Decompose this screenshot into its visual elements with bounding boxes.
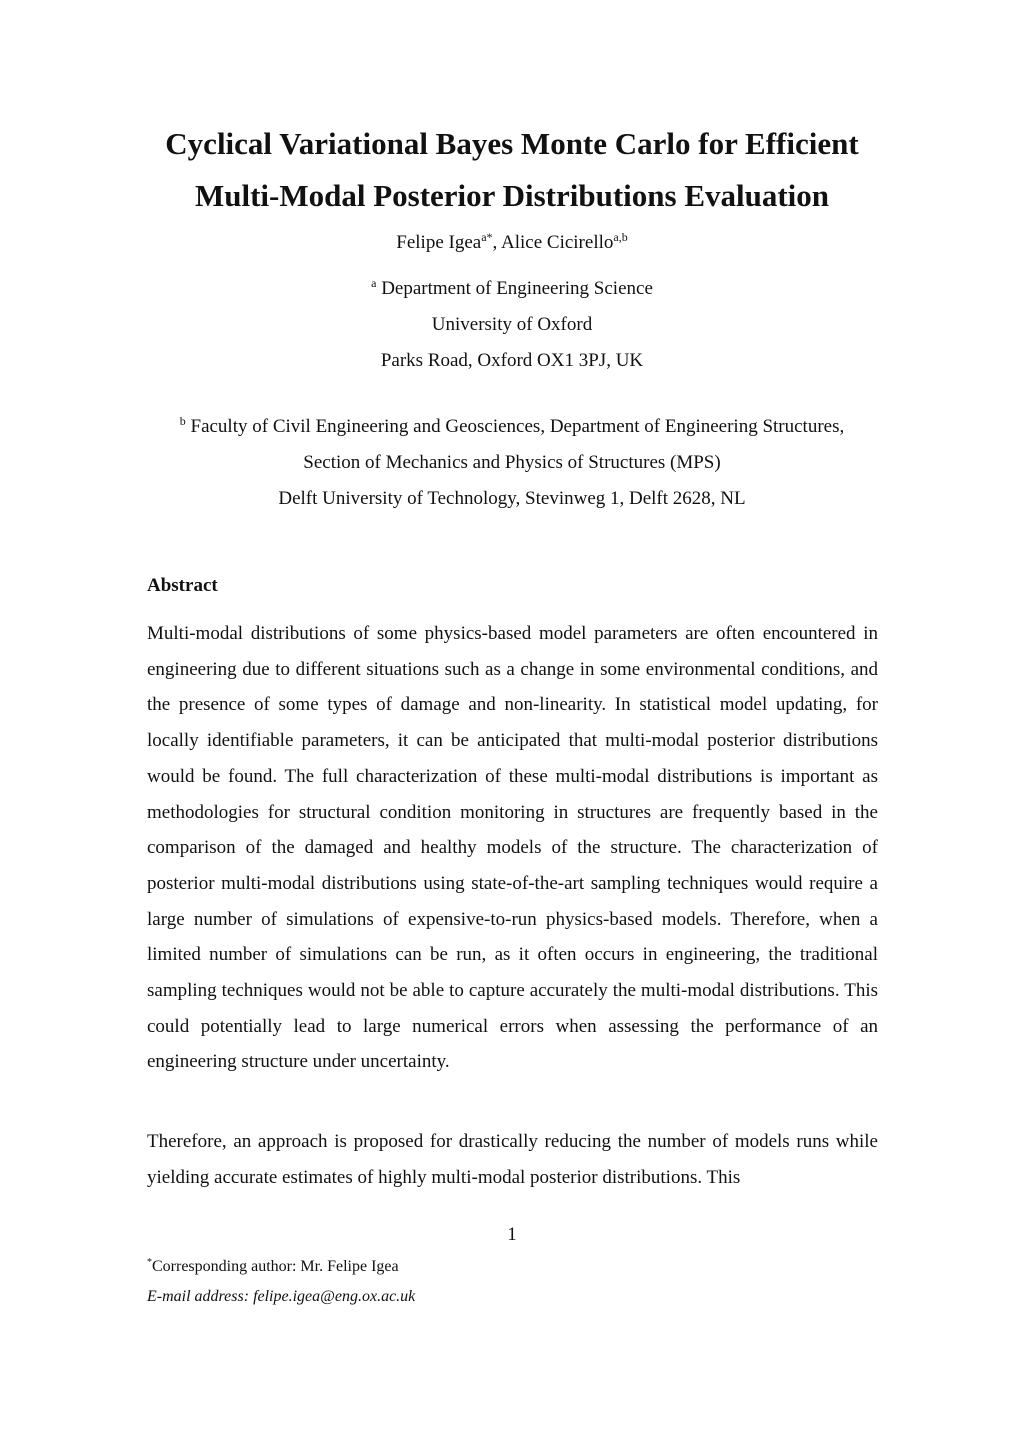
affiliation-a-department: Department of Engineering Science: [376, 278, 653, 299]
title-line-2: Multi-Modal Posterior Distributions Evaluation: [194, 178, 830, 213]
author-list: [0, 230, 1024, 256]
paper-title: [120, 118, 904, 222]
footnote-corresponding-text: Corresponding author: Mr. Felipe Igea: [152, 1258, 399, 1275]
title-line-1: Cyclical Variational Bayes Monte Carlo for Efficient: [165, 126, 859, 161]
author-2-name: Alice Cicirello: [501, 232, 614, 253]
affiliation-b-line-3: Delft University of Technology, Stevinweg 1, Delft 2628, NL: [278, 488, 746, 509]
author-1-affiliation-marker: a*: [481, 230, 493, 244]
author-2-affiliation-marker: a,b: [613, 230, 628, 244]
affiliation-b-faculty: Faculty of Civil Engineering and Geosciences, Department of Engineering Structures,: [185, 416, 845, 437]
affiliation-b: [0, 409, 1024, 517]
author-separator: ,: [492, 232, 501, 253]
affiliation-a: [0, 271, 1024, 379]
footnote-email: E-mail address: felipe.igea@eng.ox.ac.uk: [147, 1288, 416, 1305]
abstract-heading: Abstract: [147, 575, 218, 596]
affiliation-a-line-1: [0, 271, 1024, 307]
abstract-paragraph-2: Therefore, an approach is proposed for drastically reducing the number of models runs while yielding accurate estimates of highly multi-modal posterior distributions. This: [147, 1131, 878, 1188]
affiliation-b-line-1: [0, 409, 1024, 445]
affiliation-a-line-3: Parks Road, Oxford OX1 3PJ, UK: [380, 350, 644, 371]
footnote-marker: *: [147, 1257, 152, 1268]
page-number: 1: [507, 1224, 517, 1245]
affiliation-b-line-2: Section of Mechanics and Physics of Structures (MPS): [303, 452, 721, 473]
footnote-corresponding-author: [147, 1256, 399, 1278]
author-1-name: Felipe Igea: [396, 232, 482, 253]
affiliation-a-line-2: University of Oxford: [431, 314, 593, 335]
abstract-paragraph-1: Multi-modal distributions of some physics-based model parameters are often encountered in engineering due to different situations such as a change in some environmental conditions, and the presence of some types of damage and non-linearity. In statistical model updating, for locally identifiable parameters, it can be anticipated that multi-modal posterior distributions would be found. The full characterization of these multi-modal distributions is important as methodologies for structural condition monitoring in structures are frequently based in the comparison of the damaged and healthy models of the structure. The characterization of posterior multi-modal distributions using state-of-the-art sampling techniques would require a large number of simulations of expensive-to-run physics-based models. Therefore, when a limited number of simulations can be run, as it often occurs in engineering, the traditional sampling techniques would not be able to capture accurately the multi-modal distributions. This could potentially lead to large numerical errors when assessing the performance of an engineering structure under uncertainty.: [147, 623, 878, 1073]
affiliation-b-marker: b: [179, 414, 186, 428]
affiliation-a-marker: a: [371, 276, 377, 290]
